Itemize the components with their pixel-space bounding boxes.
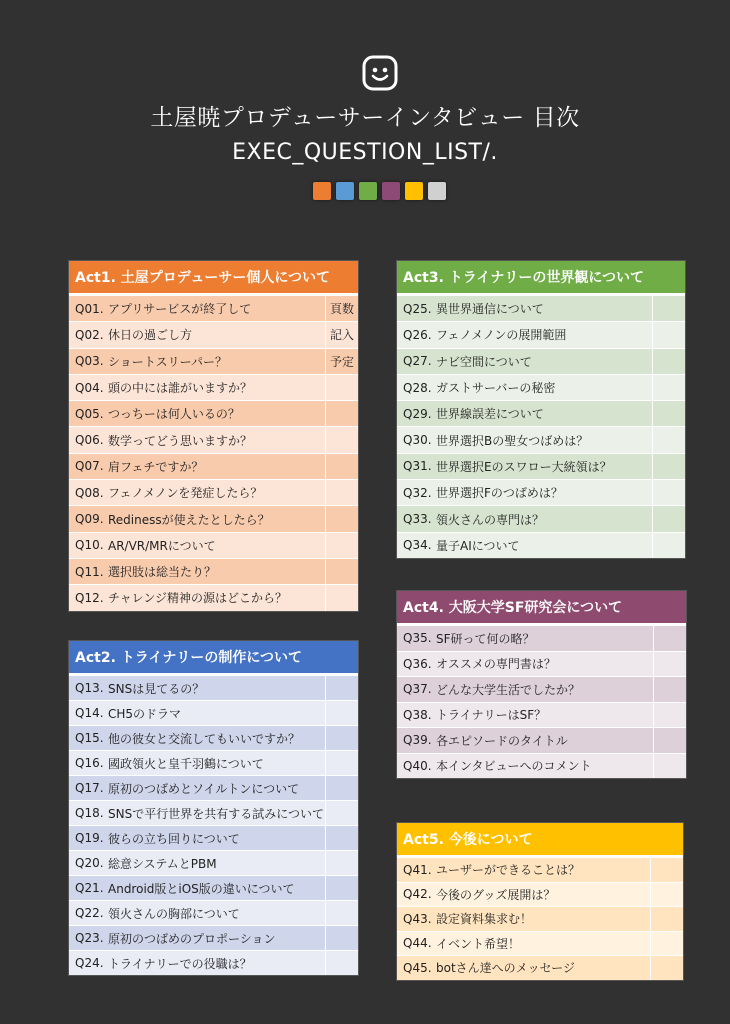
question-text: フェノメノンを発症したら？ [108, 486, 263, 501]
color-swatch [313, 182, 331, 200]
page-subtitle: EXEC_QUESTION_LIST/. [232, 140, 498, 165]
question-text: 量子AIについて [436, 538, 520, 553]
question-text: 世界選択Eのスワロー大統領は？ [436, 459, 612, 474]
act4-title: Act4. 大阪大学SF研究会について [397, 591, 686, 625]
color-swatch [336, 182, 354, 200]
page-number-cell [325, 375, 358, 400]
list-item [397, 882, 683, 907]
question-number: Q44. [403, 936, 432, 951]
list-item [69, 584, 358, 610]
question-text: アプリサービスが終了して [108, 302, 252, 317]
question-number: Q12. [75, 590, 104, 605]
page-number-cell [325, 454, 358, 479]
page-number-cell [652, 401, 685, 426]
act3-panel [396, 260, 686, 559]
list-item [69, 900, 358, 925]
list-item [69, 950, 358, 975]
question-text: 原初のつばめとソイルトンについて [108, 781, 300, 796]
page-number-cell [650, 956, 683, 980]
question-number: Q08. [75, 485, 104, 500]
question-number: Q45. [403, 960, 432, 975]
question-number: Q03. [75, 354, 104, 369]
question-number: Q25. [403, 301, 432, 316]
page-number-cell [652, 454, 685, 479]
question-number: Q38. [403, 707, 432, 722]
page-number-cell [325, 876, 358, 900]
page-number-cell [325, 506, 358, 531]
question-number: Q18. [75, 806, 104, 820]
list-item [69, 321, 358, 347]
list-item [69, 348, 358, 374]
page-number-cell [653, 652, 686, 677]
question-number: Q37. [403, 682, 432, 697]
question-number: Q30. [403, 433, 432, 448]
page-number-cell [652, 349, 685, 374]
page-title: 土屋暁プロデューサーインタビュー 目次 [150, 105, 580, 131]
question-number: Q22. [75, 906, 104, 920]
page-number-cell [325, 826, 358, 850]
color-swatch [428, 182, 446, 200]
question-number: Q01. [75, 301, 104, 316]
question-text: 他の彼女と交流してもいいですか？ [108, 731, 301, 746]
page-number-cell [325, 401, 358, 426]
question-text: どんな大学生活でしたか？ [436, 682, 581, 697]
page-number-cell [652, 296, 685, 321]
page-number-cell [652, 506, 685, 531]
question-text: 世界選択Fのつばめは？ [436, 486, 563, 501]
question-text: フェノメノンの展開範囲 [436, 328, 567, 343]
question-text: CH5のドラマ [108, 706, 182, 721]
page-number-cell [652, 480, 685, 505]
act4-panel [396, 590, 687, 779]
page-number-cell [325, 585, 358, 610]
act1-panel [68, 260, 359, 612]
page-number-cell [325, 951, 358, 975]
page-number-cell [325, 427, 358, 452]
question-text: 本インタビューへのコメント [436, 759, 592, 774]
list-item [69, 925, 358, 950]
page-number-cell [650, 858, 683, 882]
color-swatch [382, 182, 400, 200]
list-item [69, 775, 358, 800]
page-number-cell [650, 932, 683, 956]
act1-question-list [69, 295, 358, 611]
list-item [397, 651, 686, 677]
list-item [397, 702, 686, 728]
list-item [397, 906, 683, 931]
question-number: Q34. [403, 538, 432, 553]
list-item [69, 800, 358, 825]
question-text: 異世界通信について [436, 302, 544, 317]
page-number-cell [325, 676, 358, 700]
list-item [69, 558, 358, 584]
question-number: Q14. [75, 706, 104, 720]
act4-question-list [397, 625, 686, 778]
color-swatch [359, 182, 377, 200]
question-text: つっちーは何人いるの？ [108, 407, 240, 422]
act1-title: Act1. 土屋プロデューサー個人について [69, 261, 358, 295]
act2-question-list [69, 675, 358, 975]
question-number: Q23. [75, 931, 104, 945]
page-number-cell [653, 677, 686, 702]
list-item [69, 875, 358, 900]
list-item [69, 850, 358, 875]
page-number-cell [325, 533, 358, 558]
list-item [69, 750, 358, 775]
page-number-cell [325, 851, 358, 875]
page-number-cell [325, 751, 358, 775]
list-item [69, 532, 358, 558]
question-number: Q39. [403, 733, 432, 748]
question-number: Q13. [75, 681, 104, 695]
question-number: Q27. [403, 354, 432, 369]
act5-panel [396, 822, 684, 981]
question-number: Q15. [75, 731, 104, 745]
question-number: Q31. [403, 459, 432, 474]
page-number-cell [325, 559, 358, 584]
question-text: 休日の過ごし方 [108, 328, 193, 343]
list-item [397, 625, 686, 651]
question-number: Q20. [75, 856, 104, 870]
question-number: Q19. [75, 831, 104, 845]
question-text: 領火さんの専門は？ [436, 512, 545, 527]
question-text: ガストサーバーの秘密 [436, 381, 556, 396]
question-text: 数学ってどう思いますか？ [108, 433, 253, 448]
list-item [69, 479, 358, 505]
list-item [397, 505, 685, 531]
page-number-cell: 頁数 [325, 296, 358, 321]
page-number-cell [652, 322, 685, 347]
list-item [397, 400, 685, 426]
question-number: Q33. [403, 512, 432, 527]
page-number-cell [652, 375, 685, 400]
page-number-cell [653, 754, 686, 779]
list-item [397, 426, 685, 452]
page-number-cell [653, 626, 686, 651]
page-number-cell [325, 776, 358, 800]
question-text: ナビ空間について [436, 354, 532, 369]
question-text: 國政領火と皇千羽鶴について [108, 756, 264, 771]
question-number: Q41. [403, 862, 432, 877]
list-item [397, 374, 685, 400]
question-number: Q35. [403, 631, 432, 646]
list-item [397, 295, 685, 321]
question-text: トライナリーはSF？ [436, 708, 547, 723]
question-number: Q11. [75, 564, 104, 579]
question-number: Q07. [75, 459, 104, 474]
list-item [397, 676, 686, 702]
question-text: SF研って何の略？ [436, 631, 535, 646]
list-item [397, 931, 683, 956]
list-item [69, 426, 358, 452]
question-text: Redinessが使えたとしたら？ [108, 512, 270, 527]
question-text: 世界線誤差について [436, 407, 544, 422]
act2-title: Act2. トライナリーの制作について [69, 641, 358, 675]
question-text: AR/VR/MRについて [108, 538, 216, 553]
list-item [69, 675, 358, 700]
act5-title: Act5. 今後について [397, 823, 683, 857]
question-number: Q04. [75, 380, 104, 395]
question-text: オススメの専門書は？ [436, 657, 556, 672]
question-text: SNSは見てるの？ [108, 681, 205, 696]
question-number: Q21. [75, 881, 104, 895]
question-text: 領火さんの胸部について [108, 906, 240, 921]
question-text: ショートスリーパー？ [108, 354, 228, 369]
question-number: Q36. [403, 656, 432, 671]
list-item [69, 825, 358, 850]
question-text: トライナリーでの役職は？ [108, 956, 252, 971]
question-number: Q24. [75, 956, 104, 970]
page-number-cell [325, 801, 358, 825]
question-number: Q06. [75, 433, 104, 448]
question-text: 頭の中には誰がいますか？ [108, 381, 253, 396]
question-text: 今後のグッズ展開は？ [436, 887, 556, 902]
question-text: 各エピソードのタイトル [436, 733, 568, 748]
page-number-cell [325, 701, 358, 725]
question-number: Q02. [75, 327, 104, 342]
page-number-cell [650, 883, 683, 907]
page-number-cell: 予定 [325, 349, 358, 374]
question-text: 原初のつばめのプロポーション [108, 931, 276, 946]
page-number-cell [325, 480, 358, 505]
list-item [397, 727, 686, 753]
question-number: Q10. [75, 538, 104, 553]
list-item [397, 348, 685, 374]
question-text: 彼らの立ち回りについて [108, 831, 240, 846]
list-item [397, 453, 685, 479]
question-text: 肩フェチですか？ [108, 459, 204, 474]
color-swatches [313, 182, 446, 200]
list-item [69, 700, 358, 725]
list-item [397, 857, 683, 882]
smiley-face-icon [362, 55, 398, 91]
page-number-cell [325, 726, 358, 750]
page-number-cell [650, 907, 683, 931]
question-number: Q16. [75, 756, 104, 770]
question-number: Q40. [403, 758, 432, 773]
question-text: 総意システムとPBM [108, 856, 217, 871]
list-item [69, 725, 358, 750]
page-number-cell: 記入 [325, 322, 358, 347]
page-number-cell [325, 926, 358, 950]
page-number-cell [653, 728, 686, 753]
color-swatch [405, 182, 423, 200]
act3-question-list [397, 295, 685, 558]
question-number: Q05. [75, 406, 104, 421]
question-number: Q28. [403, 380, 432, 395]
question-text: Android版とiOS版の違いについて [108, 881, 295, 896]
page-number-cell [652, 533, 685, 558]
list-item [69, 295, 358, 321]
question-text: チャレンジ精神の源はどこから？ [108, 591, 288, 606]
question-text: 選択肢は総当たり？ [108, 565, 217, 580]
list-item [69, 453, 358, 479]
question-text: 世界選択Bの聖女つばめは？ [436, 433, 589, 448]
act2-panel [68, 640, 359, 976]
page-number-cell [325, 901, 358, 925]
page-number-cell [652, 427, 685, 452]
question-number: Q26. [403, 327, 432, 342]
question-number: Q32. [403, 485, 432, 500]
page-number-cell [653, 703, 686, 728]
list-item [397, 479, 685, 505]
list-item [397, 955, 683, 980]
act3-title: Act3. トライナリーの世界観について [397, 261, 685, 295]
question-text: ユーザーができることは？ [436, 863, 581, 878]
list-item [397, 753, 686, 779]
act5-question-list [397, 857, 683, 980]
list-item [69, 505, 358, 531]
question-number: Q09. [75, 512, 104, 527]
list-item [397, 321, 685, 347]
question-text: botさん達へのメッセージ [436, 961, 575, 976]
list-item [69, 400, 358, 426]
list-item [397, 532, 685, 558]
question-number: Q42. [403, 887, 432, 902]
question-text: イベント希望！ [436, 936, 521, 951]
question-number: Q17. [75, 781, 104, 795]
question-text: SNSで平行世界を共有する試みについて [108, 806, 324, 821]
question-text: 設定資料集求む！ [436, 912, 533, 927]
list-item [69, 374, 358, 400]
question-number: Q29. [403, 406, 432, 421]
question-number: Q43. [403, 911, 432, 926]
